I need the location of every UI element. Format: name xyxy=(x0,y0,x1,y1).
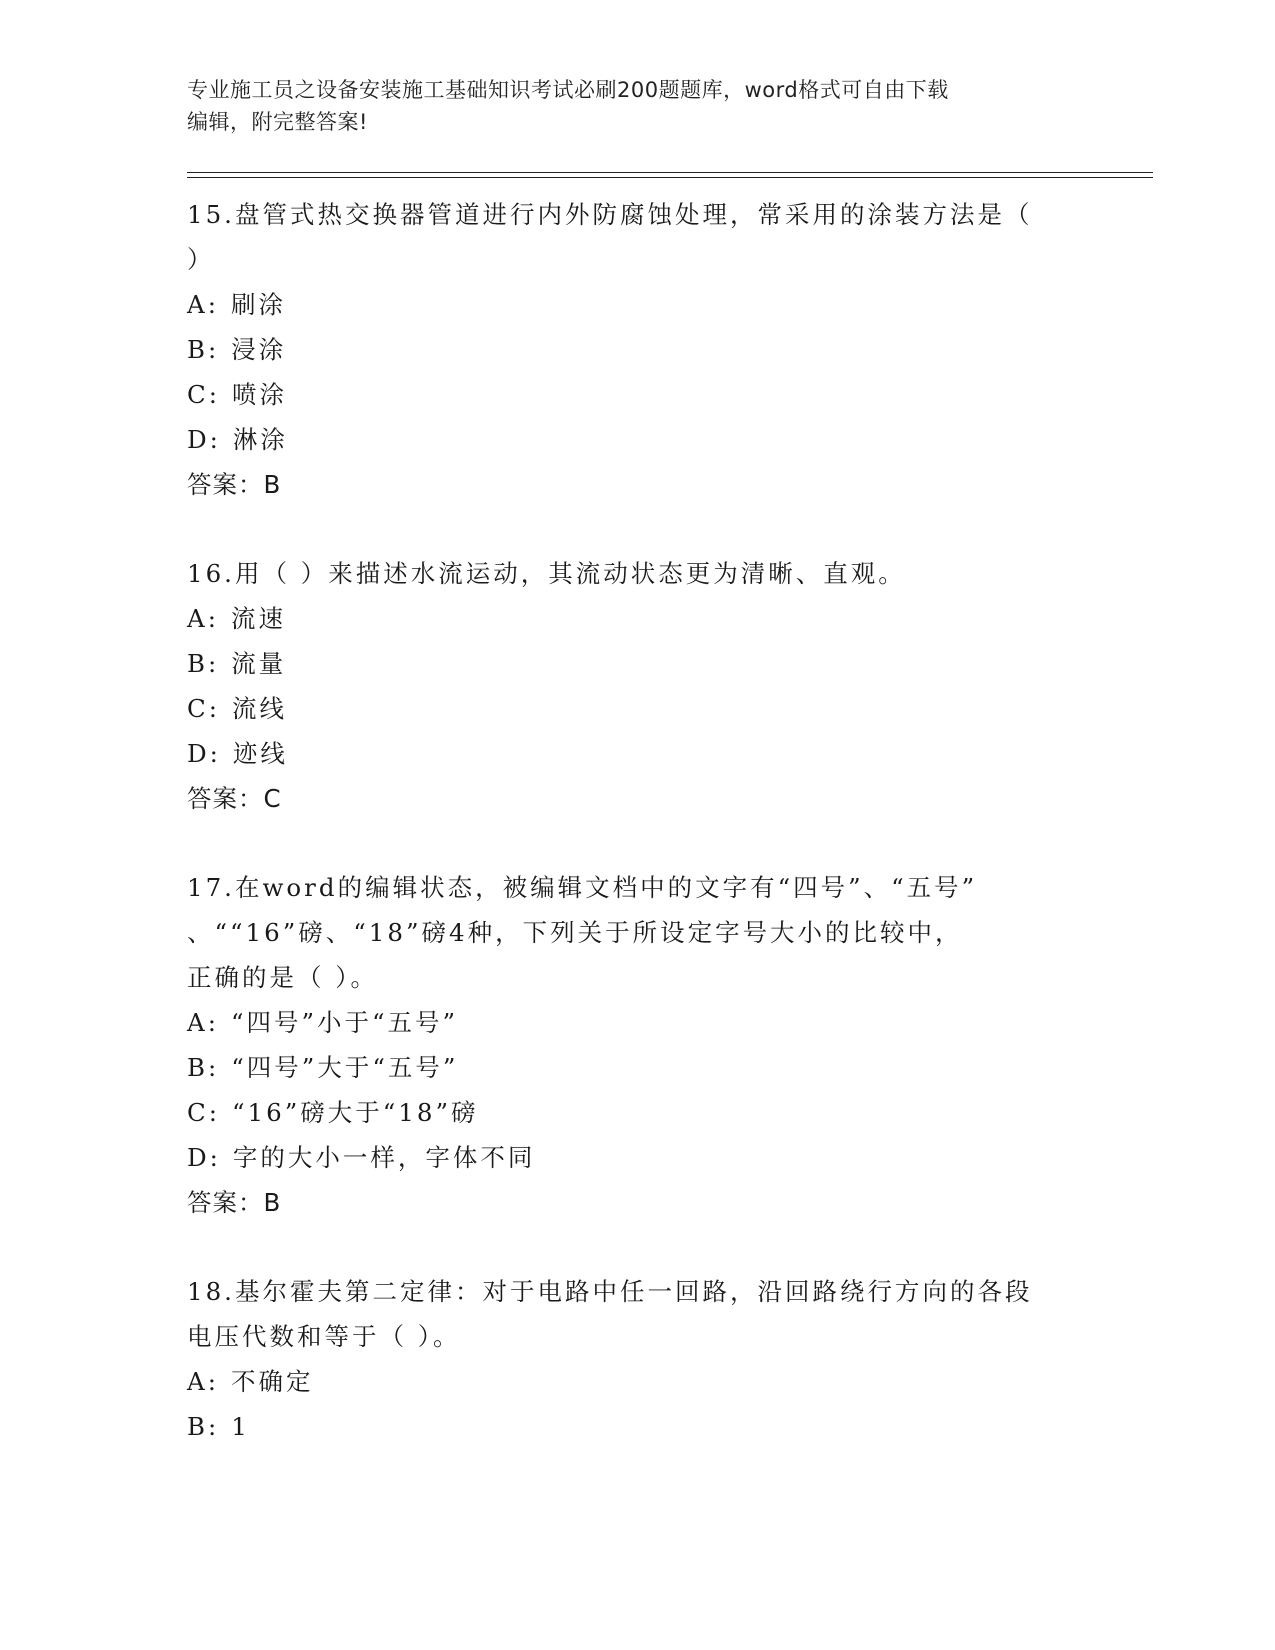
question-stem xyxy=(187,551,1067,596)
option-text: 1 xyxy=(231,1412,250,1441)
option-b xyxy=(187,327,1067,372)
stem-line: 正确的是（ ）。 xyxy=(187,963,379,992)
option-d xyxy=(187,1135,1067,1180)
option-text: 流线 xyxy=(232,694,288,723)
option-a xyxy=(187,596,1067,641)
option-text: “16”磅大于“18”磅 xyxy=(232,1098,479,1127)
option-letter: B: xyxy=(187,335,220,364)
answer-label: 答案：C xyxy=(187,784,282,813)
question-17 xyxy=(187,865,1067,1225)
option-text: 迹线 xyxy=(232,739,288,768)
stem-line: 电压代数和等于（ ）。 xyxy=(187,1322,461,1351)
option-letter: C: xyxy=(187,1098,221,1127)
option-b xyxy=(187,641,1067,686)
option-text: 字的大小一样，字体不同 xyxy=(232,1143,536,1172)
option-letter: A: xyxy=(187,1367,219,1396)
stem-line: 17.在word的编辑状态，被编辑文档中的文字有“四号”、“五号” xyxy=(187,873,978,902)
option-letter: D: xyxy=(187,1143,221,1172)
option-c xyxy=(187,372,1067,417)
stem-line: 、““16”磅、“18”磅4种，下列关于所设定字号大小的比较中， xyxy=(187,918,963,947)
header-line-2: 编辑，附完整答案! xyxy=(187,110,368,134)
option-a xyxy=(187,282,1067,327)
option-text: 流量 xyxy=(231,649,287,678)
option-c xyxy=(187,1090,1067,1135)
answer-label: 答案：B xyxy=(187,470,282,499)
question-stem xyxy=(187,192,1067,282)
option-letter: A: xyxy=(187,604,219,633)
option-text: 淋涂 xyxy=(232,425,288,454)
option-letter: A: xyxy=(187,290,219,319)
stem-line: 15.盘管式热交换器管道进行内外防腐蚀处理，常采用的涂装方法是（ xyxy=(187,200,1033,229)
option-letter: B: xyxy=(187,1412,220,1441)
header-line-1: 专业施工员之设备安装施工基础知识考试必刷200题题库，word格式可自由下载 xyxy=(187,78,949,102)
question-15 xyxy=(187,192,1067,507)
option-text: “四号”大于“五号” xyxy=(231,1053,459,1082)
option-letter: D: xyxy=(187,739,221,768)
option-d xyxy=(187,731,1067,776)
option-text: “四号”小于“五号” xyxy=(230,1008,459,1037)
option-letter: C: xyxy=(187,380,221,409)
option-letter: B: xyxy=(187,1053,220,1082)
option-text: 流速 xyxy=(230,604,286,633)
option-text: 不确定 xyxy=(230,1367,314,1396)
stem-line: 16.用（ ）来描述水流运动，其流动状态更为清晰、直观。 xyxy=(187,559,906,588)
option-b xyxy=(187,1404,1067,1449)
option-letter: C: xyxy=(187,694,221,723)
question-stem xyxy=(187,1269,1067,1359)
stem-line: 18.基尔霍夫第二定律：对于电路中任一回路，沿回路绕行方向的各段 xyxy=(187,1277,1033,1306)
option-letter: D: xyxy=(187,425,221,454)
answer-label: 答案：B xyxy=(187,1188,282,1217)
option-text: 刷涂 xyxy=(230,290,286,319)
option-text: 浸涂 xyxy=(231,335,287,364)
option-text: 喷涂 xyxy=(232,380,288,409)
stem-line: ） xyxy=(187,245,215,274)
page-header xyxy=(187,74,1067,138)
option-d xyxy=(187,417,1067,462)
option-b xyxy=(187,1045,1067,1090)
option-a xyxy=(187,1359,1067,1404)
option-c xyxy=(187,686,1067,731)
header-rule-bottom xyxy=(187,177,1153,178)
option-a xyxy=(187,1000,1067,1045)
question-stem xyxy=(187,865,1067,1000)
question-18 xyxy=(187,1269,1067,1449)
option-letter: B: xyxy=(187,649,220,678)
header-rule-top xyxy=(187,172,1153,173)
question-list xyxy=(187,192,1067,1493)
question-16 xyxy=(187,551,1067,821)
option-letter: A: xyxy=(187,1008,219,1037)
